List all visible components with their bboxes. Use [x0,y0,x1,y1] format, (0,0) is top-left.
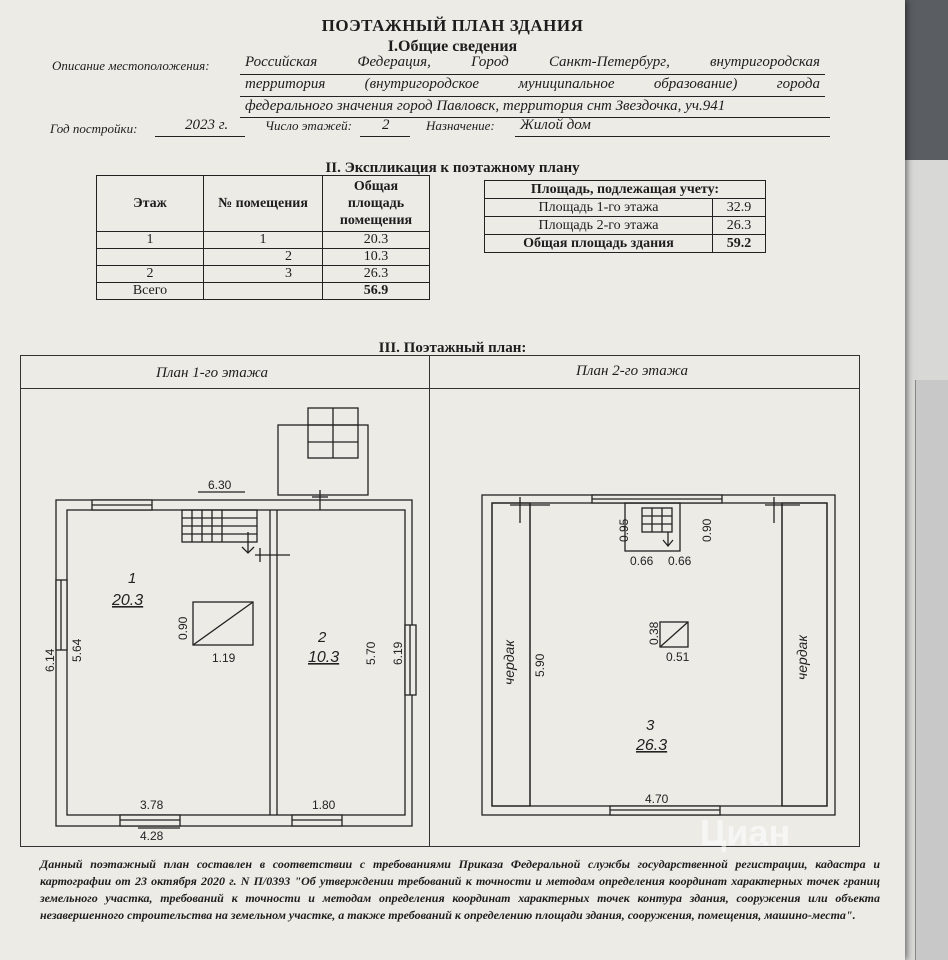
total-area-label: Общая площадь здания [485,235,713,253]
table-row-total: Всего 56.9 [97,283,430,300]
attic-left-label: чердак [501,640,517,685]
left-dim-inner: 5.64 [70,638,84,662]
col-floor-header: Этаж [97,176,204,232]
stair [642,508,672,532]
area-header: Площадь, подлежащая учету: [485,181,766,199]
footer-note: Данный поэтажный план составлен в соответствии с требованиями Приказа Федеральной службы государственной регистрации, кадастра и картографии от 23 октября 2020 г. N П/0393 "Об утверждении требований к точности и методам определения координат характерных точек границ земельного участка, требований к точности и методам определения координат характерных точек контура здания, сооружения или объекта незавершенного строительства на земельном участке, а также требований к определению площади здания, сооружения, помещения, машино-места". [40,857,880,922]
floors-value: 2 [382,117,390,133]
watermark-logo: Циан [700,812,791,853]
dim-top: 6.30 [208,478,232,492]
floor1-area-label: Площадь 1-го этажа [485,199,713,217]
window [92,500,152,510]
left-dim: 5.90 [533,653,547,677]
location-line-1: Российская Федерация, Город Санкт-Петербург, внутригородская [245,54,820,70]
section-explication-title: II. Экспликация к поэтажному плану [325,160,580,176]
background-page-edge [915,380,948,960]
room3-number: 3 [646,717,655,734]
room2-dim-a: 5.70 [364,641,378,665]
document-title: ПОЭТАЖНЫЙ ПЛАН ЗДАНИЯ [321,16,584,35]
window [56,580,67,650]
stair-height-left: 0.95 [617,518,631,542]
plan1-title: План 1-го этажа [156,365,269,381]
bottom-dim-room2: 1.80 [312,798,336,812]
floor1-area-value: 32.9 [713,199,766,217]
room2-area: 10.3 [308,649,340,666]
section-general-title: I.Общие сведения [387,38,518,55]
table-row: 2 3 26.3 [97,266,430,283]
hatch-width: 0.51 [666,650,690,664]
year-label: Год постройки: [50,121,138,136]
underline [360,136,410,137]
porch [278,425,368,495]
window [592,495,722,503]
table-row: 1 1 20.3 [97,232,430,249]
purpose-value: Жилой дом [520,117,591,133]
underline [240,96,825,97]
room1-number: 1 [128,570,137,587]
location-label: Описание местоположения: [52,58,210,73]
explication-table [96,175,430,300]
stair-width-left: 0.66 [630,554,654,568]
plan1-drawing [30,400,420,845]
floors-label: Число этажей: [265,118,352,133]
window [292,815,342,826]
underline [155,136,245,137]
total-area-value: 59.2 [713,235,766,253]
table-row: 2 10.3 [97,249,430,266]
stair-height: 0.90 [176,616,190,640]
floor2-area-label: Площадь 2-го этажа [485,217,713,235]
plan2-title: План 2-го этажа [576,363,689,379]
room1-area: 20.3 [112,592,144,609]
col-area-header: Общая площадь помещения [323,176,430,232]
purpose-label: Назначение: [426,118,495,133]
bottom-dim-outer: 4.28 [140,829,164,843]
window [120,815,180,826]
section-plan-title: III. Поэтажный план: [378,340,527,356]
underline [240,74,825,75]
underline [515,136,830,137]
hatch-height: 0.38 [647,621,661,645]
stair-width-right: 0.66 [668,554,692,568]
inner-wall [67,510,405,815]
left-dim-outer: 6.14 [43,648,57,672]
room2-dim-b: 6.19 [391,641,405,665]
location-line-3: федерального значения город Павловск, территория снт Звездочка, уч.941 [245,98,726,114]
floor2-area-value: 26.3 [713,217,766,235]
attic-right-label: чердак [794,635,810,680]
area-table [484,180,766,253]
plan2-drawing [470,485,850,825]
location-line-2: территория (внутригородское муниципальное образование) города [245,76,820,92]
bottom-dim: 4.70 [645,792,669,806]
col-room-header: № помещения [204,176,323,232]
room2-number: 2 [318,629,327,646]
year-value: 2023 г. [185,117,229,133]
stair-height-right: 0.90 [700,518,714,542]
window [405,625,416,695]
bottom-dim-room1: 3.78 [140,798,164,812]
room3-area: 26.3 [636,737,668,754]
stair-width: 1.19 [212,651,236,665]
